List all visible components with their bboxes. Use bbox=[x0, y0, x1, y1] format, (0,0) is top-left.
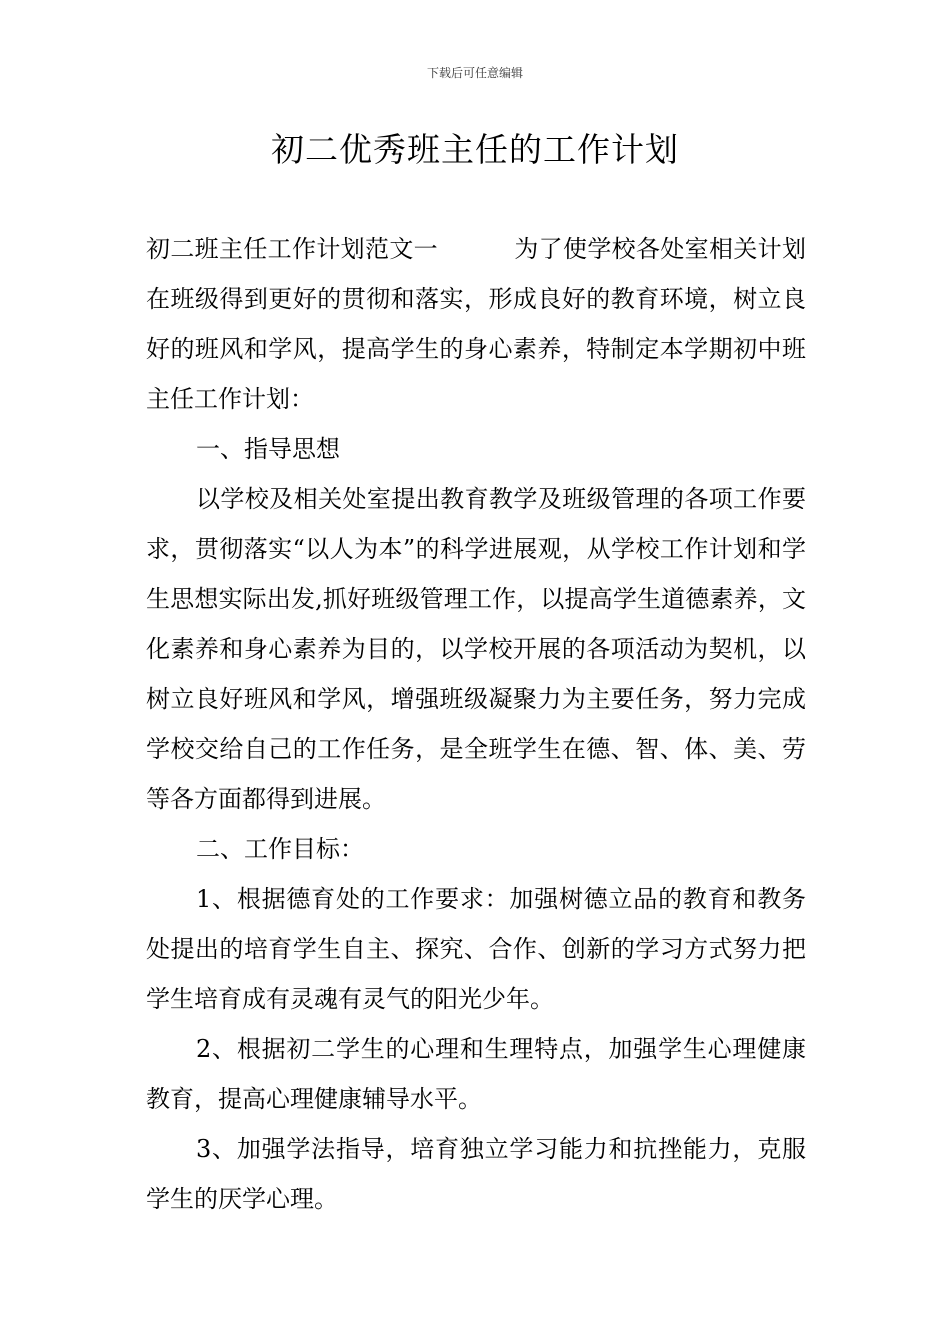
goal-item: 1、根据德育处的工作要求：加强树德立品的教育和教务处提出的培育学生自主、探究、合作、创新的学习方式努力把学生培育成有灵魂有灵气的阳光少年。 bbox=[146, 885, 806, 1013]
intro-paragraph bbox=[146, 224, 806, 424]
goal-item: 3、加强学法指导，培育独立学习能力和抗挫能力，克服学生的厌学心理。 bbox=[146, 1135, 806, 1213]
intro-text: 为了使学校各处室相关计划在班级得到更好的贯彻和落实，形成良好的教育环境，树立良好的班风和学风，提高学生的身心素养，特制定本学期初中班主任工作计划： bbox=[146, 235, 806, 413]
guiding-thought-paragraph: 以学校及相关处室提出教育教学及班级管理的各项工作要求，贯彻落实“以人为本”的科学进展观，从学校工作计划和学生思想实际出发,抓好班级管理工作，以提高学生道德素养，文化素养和身心素养为目的，以学校开展的各项活动为契机，以树立良好班风和学风，增强班级凝聚力为主要任务，努力完成学校交给自己的工作任务，是全班学生在德、智、体、美、劳等各方面都得到进展。 bbox=[146, 485, 806, 813]
section-heading-guiding-thought: 一、指导思想 bbox=[196, 435, 340, 463]
section-heading-work-goals: 二、工作目标： bbox=[196, 835, 364, 863]
header-note: 下载后可任意编辑 bbox=[426, 66, 523, 80]
intro-label: 初二班主任工作计划范文一 bbox=[146, 235, 438, 263]
document-body bbox=[146, 224, 806, 1224]
document-title: 初二优秀班主任的工作计划 bbox=[271, 130, 679, 169]
goal-item: 2、根据初二学生的心理和生理特点，加强学生心理健康教育，提高心理健康辅导水平。 bbox=[146, 1035, 806, 1113]
